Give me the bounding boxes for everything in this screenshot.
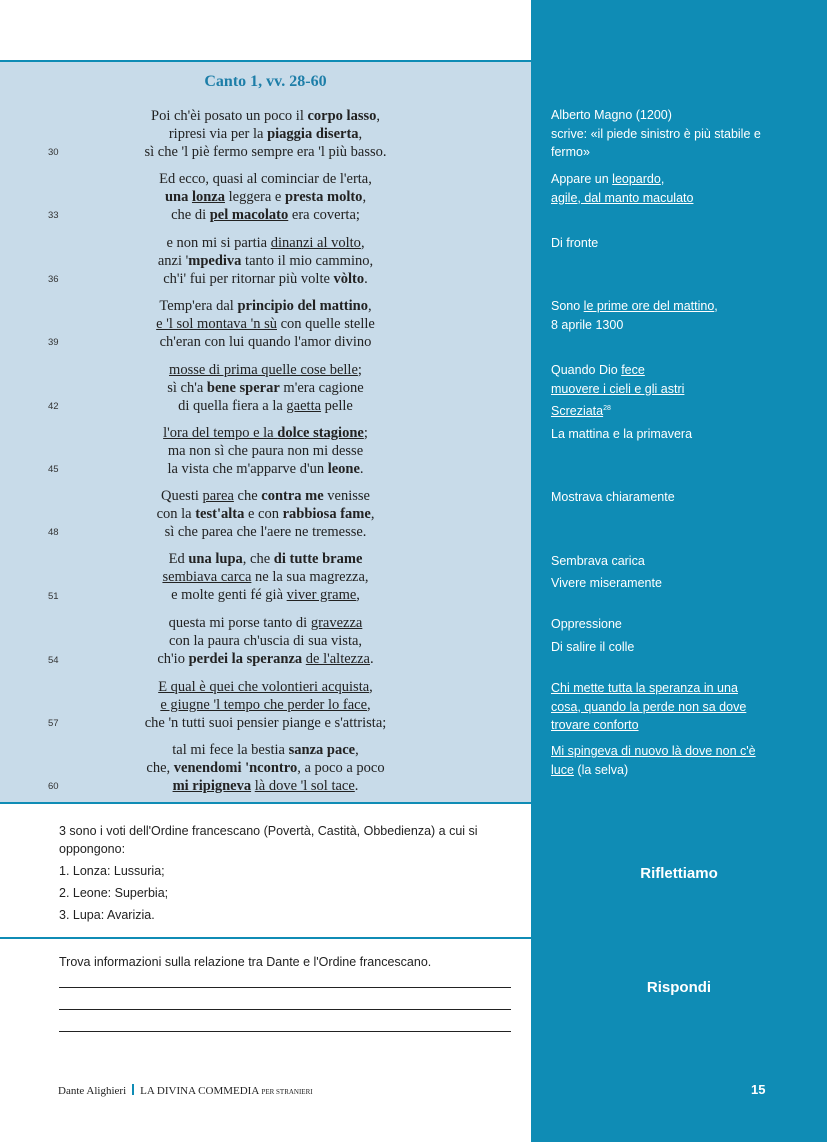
list-item: 3. Lupa: Avarizia. xyxy=(59,908,155,922)
stanza-1 xyxy=(0,107,531,161)
note-mattino xyxy=(551,297,811,334)
stanza-2 xyxy=(0,170,531,224)
footer xyxy=(58,1084,313,1097)
divider xyxy=(0,937,531,939)
note-text: le prime ore del mattino xyxy=(583,299,715,313)
note-mostrava: Mostrava chiaramente xyxy=(551,490,675,504)
note-text: Sono xyxy=(551,299,584,313)
verse-number: 39 xyxy=(48,337,59,348)
verse-line: sì che 'l piè fermo sempre era 'l più basso. xyxy=(144,144,387,160)
note-selva xyxy=(551,742,811,779)
verse-line: che di pel macolato era coverta; xyxy=(171,207,360,223)
note-text: (la selva) xyxy=(573,762,629,777)
verse-line: la vista che m'apparve d'un leone. xyxy=(167,461,364,477)
note-text: , xyxy=(660,172,665,186)
verse-number: 33 xyxy=(48,210,59,221)
stanza-9 xyxy=(0,614,531,668)
footer-title: LA DIVINA COMMEDIA xyxy=(140,1085,259,1097)
answer-line[interactable] xyxy=(59,987,511,988)
note-line: cosa, quando la perde non sa dove xyxy=(551,699,747,714)
verse-line: ch'eran con lui quando l'amor divino xyxy=(159,334,372,350)
verse-number: 57 xyxy=(48,718,59,729)
verse-line: Ed ecco, quasi al cominciar de l'erta, xyxy=(159,171,372,187)
answer-label: Rispondi xyxy=(646,979,712,996)
note-text: Screziata xyxy=(551,404,604,419)
verse-line: e 'l sol montava 'n sù con quelle stelle xyxy=(156,316,375,332)
list-item: 1. Lonza: Lussuria; xyxy=(59,864,165,878)
verse-line: e non mi si partia dinanzi al volto, xyxy=(166,235,365,251)
verse-number: 36 xyxy=(48,274,59,285)
verse-line: e molte genti fé già viver grame, xyxy=(171,587,360,603)
page-number: 15 xyxy=(751,1082,766,1097)
verse-line: Questi parea che contra me venisse xyxy=(161,488,370,504)
verse-line: l'ora del tempo e la dolce stagione; xyxy=(163,425,368,441)
note-line: fermo» xyxy=(551,145,590,159)
note-line: agile, dal manto maculato xyxy=(551,190,694,205)
stanza-7 xyxy=(0,487,531,541)
answer-line[interactable] xyxy=(59,1009,511,1010)
verse-line: che, venendomi 'ncontro, a poco a poco xyxy=(146,760,385,776)
footer-author: Dante Alighieri xyxy=(58,1085,127,1097)
note-dio-fece xyxy=(551,361,811,421)
stanza-3 xyxy=(0,234,531,288)
note-leopardo xyxy=(551,170,811,207)
verse-line: Poi ch'èi posato un poco il corpo lasso, xyxy=(151,108,380,124)
stanza-4 xyxy=(0,297,531,351)
verse-line: ripresi via per la piaggia diserta, xyxy=(168,126,363,142)
verse-number: 30 xyxy=(48,147,59,158)
verse-line: tal mi fece la bestia sanza pace, xyxy=(172,742,359,758)
verse-number: 54 xyxy=(48,655,59,666)
verse-line: una lonza leggera e presta molto, xyxy=(164,189,367,205)
verse-number: 51 xyxy=(48,591,59,602)
verse-line: sì ch'a bene sperar m'era cagione xyxy=(167,380,364,396)
divider xyxy=(0,802,531,804)
verse-number: 42 xyxy=(48,401,59,412)
verse-number: 45 xyxy=(48,464,59,475)
reflect-label: Riflettiamo xyxy=(640,865,718,882)
note-di-fronte: Di fronte xyxy=(551,236,599,250)
stanza-11 xyxy=(0,741,531,795)
list-item: 2. Leone: Superbia; xyxy=(59,886,169,900)
note-line: Chi mette tutta la speranza in una xyxy=(551,681,738,695)
note-line: scrive: «il piede sinistro è più stabile e xyxy=(551,126,761,141)
verse-line: anzi 'mpediva tanto il mio cammino, xyxy=(157,253,374,269)
note-text: Quando Dio xyxy=(551,363,622,377)
verse-line: sì che parea che l'aere ne tremesse. xyxy=(164,524,367,540)
footer-subtitle: PER STRANIERI xyxy=(261,1088,313,1096)
note-line: Alberto Magno (1200) xyxy=(551,108,672,122)
verse-line: mosse di prima quelle cose belle; xyxy=(169,362,362,378)
verse-line: e giugne 'l tempo che perder lo face, xyxy=(160,697,371,713)
footnote-ref: 28 xyxy=(603,405,611,412)
verse-line: con la paura ch'uscia di sua vista, xyxy=(168,633,363,649)
verse-line: che 'n tutti suoi pensier piange e s'attrista; xyxy=(144,715,387,731)
verse-line: Ed una lupa, che di tutte brame xyxy=(168,551,363,567)
verse-number: 60 xyxy=(48,781,59,792)
note-sembrava-carica: Sembrava carica xyxy=(551,554,645,568)
note-speranza xyxy=(551,679,811,735)
stanza-5 xyxy=(0,361,531,415)
footer-separator xyxy=(132,1084,134,1095)
verse-line: E qual è quei che volontieri acquista, xyxy=(158,679,373,695)
canto-title: Canto 1, vv. 28-60 xyxy=(204,73,327,90)
note-line: muovere i cieli e gli astri xyxy=(551,381,685,396)
stanza-6 xyxy=(0,424,531,478)
note-oppressione: Oppressione xyxy=(551,617,622,631)
note-line: trovare conforto xyxy=(551,718,639,732)
verse-line: sembiava carca ne la sua magrezza, xyxy=(162,569,369,585)
verse-line: ma non sì che paura non mi desse xyxy=(167,443,364,459)
verse-line: ch'io perdei la speranza de l'altezza. xyxy=(157,651,374,667)
verse-line: Temp'era dal principio del mattino, xyxy=(159,298,372,314)
note-text: Appare un xyxy=(551,172,613,186)
stanza-10 xyxy=(0,678,531,732)
vow-list xyxy=(59,862,519,924)
note-text: luce xyxy=(551,762,574,777)
note-alberto-magno xyxy=(551,106,811,162)
verse-line: mi ripigneva là dove 'l sol tace. xyxy=(172,778,359,794)
stanza-8 xyxy=(0,550,531,604)
note-text: fece xyxy=(621,363,645,377)
answer-line[interactable] xyxy=(59,1031,511,1032)
note-text: , xyxy=(714,299,718,313)
verse-line: con la test'alta e con rabbiosa fame, xyxy=(156,506,375,522)
note-text: leopardo xyxy=(612,172,661,186)
answer-prompt: Trova informazioni sulla relazione tra Dante e l'Ordine francescano. xyxy=(59,955,432,969)
reflect-intro: 3 sono i voti dell'Ordine francescano (Povertà, Castità, Obbedienza) a cui si oppongono: xyxy=(59,824,478,856)
reflect-content xyxy=(59,822,519,928)
verse-line: di quella fiera a la gaetta pelle xyxy=(178,398,353,414)
verse-line: ch'i' fui per ritornar più volte vòlto. xyxy=(163,271,368,287)
note-salire-colle: Di salire il colle xyxy=(551,640,635,654)
verse-line: questa mi porse tanto di gravezza xyxy=(168,615,363,631)
note-line: 8 aprile 1300 xyxy=(551,317,624,332)
note-vivere-miseramente: Vivere miseramente xyxy=(551,576,662,590)
verse-number: 48 xyxy=(48,527,59,538)
note-line: Mi spingeva di nuovo là dove non c'è xyxy=(551,744,756,758)
note-mattina-primavera: La mattina e la primavera xyxy=(551,427,693,441)
